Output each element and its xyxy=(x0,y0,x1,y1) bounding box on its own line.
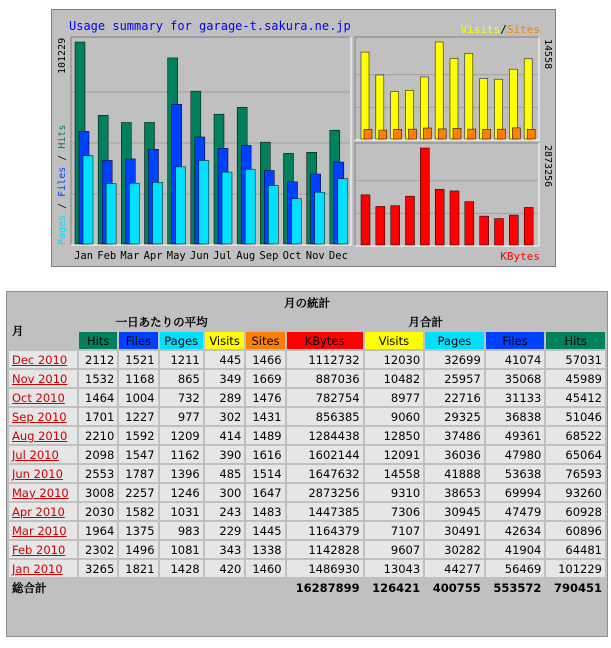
table-row xyxy=(9,408,605,425)
value-cell: 3008 xyxy=(79,484,117,501)
monthly-stats-table xyxy=(7,292,607,598)
sites-bar xyxy=(483,129,491,139)
value-cell: 1532 xyxy=(79,370,117,387)
month-link[interactable]: Mar 2010 xyxy=(12,523,67,538)
table-row xyxy=(9,465,605,482)
value-cell: 1647632 xyxy=(287,465,363,482)
value-cell: 51046 xyxy=(546,408,605,425)
month-cell xyxy=(9,522,77,539)
value-cell: 69994 xyxy=(486,484,545,501)
value-cell: 1602144 xyxy=(287,446,363,463)
value-cell: 1787 xyxy=(119,465,157,482)
value-cell: 45989 xyxy=(546,370,605,387)
table-row xyxy=(9,503,605,520)
left-axis-label-hits: Hits xyxy=(57,124,68,149)
value-cell: 1375 xyxy=(119,522,157,539)
kbytes-bar xyxy=(465,202,474,245)
value-cell: 12091 xyxy=(365,446,424,463)
month-tick-label: Oct xyxy=(282,250,302,262)
value-cell: 1338 xyxy=(246,541,284,558)
value-cell: 445 xyxy=(205,351,245,368)
daily-hits-header: Hits xyxy=(79,332,117,349)
month-link[interactable]: Sep 2010 xyxy=(12,409,67,424)
value-cell: 36838 xyxy=(486,408,545,425)
value-cell: 1168 xyxy=(119,370,157,387)
legend-sep: / xyxy=(500,23,507,36)
total-sites-header: Sites xyxy=(246,332,284,349)
month-cell xyxy=(9,541,77,558)
month-tick-label: Aug xyxy=(236,250,256,262)
pages-bar xyxy=(83,156,93,244)
daily-visits-header: Visits xyxy=(205,332,245,349)
total-value-cell: 126421 xyxy=(365,579,424,596)
value-cell: 44277 xyxy=(425,560,484,577)
visits-bar xyxy=(465,53,473,139)
pages-bar xyxy=(222,172,232,244)
visits-bar xyxy=(450,58,458,139)
value-cell: 45412 xyxy=(546,389,605,406)
sites-bar xyxy=(423,128,431,139)
usage-chart-svg xyxy=(51,9,556,267)
value-cell: 36036 xyxy=(425,446,484,463)
value-cell: 1466 xyxy=(246,351,284,368)
visits-sites-legend xyxy=(461,23,541,36)
pages-bar xyxy=(315,192,325,244)
value-cell: 1428 xyxy=(160,560,203,577)
total-value-cell: 553572 xyxy=(486,579,545,596)
value-cell: 25957 xyxy=(425,370,484,387)
month-tick-label: Dec xyxy=(328,250,348,262)
month-tick-label: Nov xyxy=(305,250,325,262)
table-row xyxy=(9,389,605,406)
table-row xyxy=(9,484,605,501)
value-cell: 1701 xyxy=(79,408,117,425)
sites-bar xyxy=(379,130,387,139)
value-cell: 2553 xyxy=(79,465,117,482)
total-empty-cell xyxy=(79,579,285,596)
month-link[interactable]: Jan 2010 xyxy=(12,561,63,576)
sites-bar xyxy=(394,129,402,139)
value-cell: 14558 xyxy=(365,465,424,482)
month-cell xyxy=(9,503,77,520)
total-label: 総合計 xyxy=(9,579,77,596)
left-axis-label-pages: Pages xyxy=(57,214,68,245)
value-cell: 2112 xyxy=(79,351,117,368)
sites-bar xyxy=(468,129,476,139)
value-cell: 30282 xyxy=(425,541,484,558)
value-cell: 1476 xyxy=(246,389,284,406)
pages-bar xyxy=(268,185,278,244)
visits-bar xyxy=(376,75,384,139)
month-cell xyxy=(9,427,77,444)
value-cell: 1211 xyxy=(160,351,203,368)
month-cell xyxy=(9,351,77,368)
value-cell: 101229 xyxy=(546,560,605,577)
value-cell: 2098 xyxy=(79,446,117,463)
kbytes-bar xyxy=(420,148,429,245)
table-row xyxy=(9,560,605,577)
sites-bar xyxy=(453,128,461,139)
value-cell: 343 xyxy=(205,541,245,558)
month-tick-label: Feb xyxy=(97,250,117,262)
table-row xyxy=(9,446,605,463)
month-cell xyxy=(9,408,77,425)
value-cell: 732 xyxy=(160,389,203,406)
value-cell: 47980 xyxy=(486,446,545,463)
value-cell: 1162 xyxy=(160,446,203,463)
value-cell: 41904 xyxy=(486,541,545,558)
table-row xyxy=(9,522,605,539)
pages-bar xyxy=(199,160,209,244)
table-row xyxy=(9,370,605,387)
column-header-row xyxy=(9,332,605,349)
kbytes-bar xyxy=(361,195,370,245)
legend-visits: Visits xyxy=(460,23,501,36)
month-tick-label: Jan xyxy=(74,250,94,262)
kbytes-bar xyxy=(495,219,504,245)
daily-average-header: 一日あたりの平均 xyxy=(79,313,244,330)
legend-sites: Sites xyxy=(506,23,540,36)
value-cell: 1112732 xyxy=(287,351,363,368)
value-cell: 887036 xyxy=(287,370,363,387)
value-cell: 2873256 xyxy=(287,484,363,501)
sites-bar xyxy=(409,129,417,139)
value-cell: 1447385 xyxy=(287,503,363,520)
value-cell: 56469 xyxy=(486,560,545,577)
value-cell: 1284438 xyxy=(287,427,363,444)
value-cell: 2302 xyxy=(79,541,117,558)
value-cell: 60896 xyxy=(546,522,605,539)
value-cell: 7107 xyxy=(365,522,424,539)
monthly-stats-panel xyxy=(6,291,608,637)
value-cell: 1547 xyxy=(119,446,157,463)
value-cell: 782754 xyxy=(287,389,363,406)
value-cell: 32699 xyxy=(425,351,484,368)
total-row xyxy=(9,579,605,596)
total-visits-header: Visits xyxy=(365,332,424,349)
value-cell: 1142828 xyxy=(287,541,363,558)
value-cell: 390 xyxy=(205,446,245,463)
value-cell: 68522 xyxy=(546,427,605,444)
left-axis-label-sep: / xyxy=(57,196,68,215)
total-kbytes-header: KBytes xyxy=(287,332,363,349)
total-value-cell: 790451 xyxy=(546,579,605,596)
value-cell: 93260 xyxy=(546,484,605,501)
value-cell: 65064 xyxy=(546,446,605,463)
value-cell: 49361 xyxy=(486,427,545,444)
monthly-total-header: 月合計 xyxy=(246,313,605,330)
value-cell: 1521 xyxy=(119,351,157,368)
month-link[interactable]: Jul 2010 xyxy=(12,447,59,462)
month-cell xyxy=(9,465,77,482)
month-cell xyxy=(9,484,77,501)
kbytes-axis-max: 2873256 xyxy=(542,145,553,188)
month-link[interactable]: Aug 2010 xyxy=(12,428,68,443)
value-cell: 35068 xyxy=(486,370,545,387)
value-cell: 2210 xyxy=(79,427,117,444)
value-cell: 41888 xyxy=(425,465,484,482)
value-cell: 8977 xyxy=(365,389,424,406)
value-cell: 1821 xyxy=(119,560,157,577)
visits-axis-max: 14558 xyxy=(542,39,553,70)
month-link[interactable]: Feb 2010 xyxy=(12,542,66,557)
value-cell: 10482 xyxy=(365,370,424,387)
left-axis-label-files: Files xyxy=(57,166,68,197)
value-cell: 2257 xyxy=(119,484,157,501)
value-cell: 1004 xyxy=(119,389,157,406)
sites-bar xyxy=(438,129,446,139)
value-cell: 977 xyxy=(160,408,203,425)
visits-bar xyxy=(435,42,443,139)
value-cell: 485 xyxy=(205,465,245,482)
value-cell: 1164379 xyxy=(287,522,363,539)
value-cell: 1489 xyxy=(246,427,284,444)
value-cell: 3265 xyxy=(79,560,117,577)
total-hits-header: Hits xyxy=(546,332,605,349)
value-cell: 47479 xyxy=(486,503,545,520)
table-title: 月の統計 xyxy=(9,294,605,311)
value-cell: 1460 xyxy=(246,560,284,577)
value-cell: 31133 xyxy=(486,389,545,406)
pages-bar xyxy=(245,169,255,244)
value-cell: 1592 xyxy=(119,427,157,444)
month-cell xyxy=(9,560,77,577)
value-cell: 1246 xyxy=(160,484,203,501)
month-cell xyxy=(9,389,77,406)
kbytes-bar xyxy=(450,191,459,245)
chart-title: Usage summary for garage-t.sakura.ne.jp xyxy=(69,19,351,33)
value-cell: 865 xyxy=(160,370,203,387)
value-cell: 1647 xyxy=(246,484,284,501)
visits-bar xyxy=(524,59,532,139)
value-cell: 60928 xyxy=(546,503,605,520)
value-cell: 41074 xyxy=(486,351,545,368)
value-cell: 76593 xyxy=(546,465,605,482)
total-value-cell: 400755 xyxy=(425,579,484,596)
value-cell: 9310 xyxy=(365,484,424,501)
pages-bar xyxy=(106,184,116,244)
month-tick-label: Jul xyxy=(213,250,233,262)
pages-bar xyxy=(153,182,163,244)
value-cell: 229 xyxy=(205,522,245,539)
value-cell: 349 xyxy=(205,370,245,387)
value-cell: 30945 xyxy=(425,503,484,520)
month-link[interactable]: Dec 2010 xyxy=(12,352,68,367)
value-cell: 38653 xyxy=(425,484,484,501)
value-cell: 22716 xyxy=(425,389,484,406)
kbytes-bar xyxy=(480,216,489,245)
month-link[interactable]: Oct 2010 xyxy=(12,390,65,405)
value-cell: 57031 xyxy=(546,351,605,368)
value-cell: 1582 xyxy=(119,503,157,520)
month-tick-label: May xyxy=(166,250,186,262)
sites-bar xyxy=(364,129,372,139)
left-axis-label-sep: / xyxy=(57,148,68,167)
sites-bar xyxy=(498,129,506,139)
total-pages-header: Pages xyxy=(425,332,484,349)
value-cell: 300 xyxy=(205,484,245,501)
left-axis-label xyxy=(57,125,68,245)
kbytes-bar xyxy=(376,206,385,245)
value-cell: 7306 xyxy=(365,503,424,520)
month-link[interactable]: Apr 2010 xyxy=(12,504,65,519)
pages-bar xyxy=(176,167,186,244)
value-cell: 53638 xyxy=(486,465,545,482)
pages-bar xyxy=(338,179,348,244)
value-cell: 1464 xyxy=(79,389,117,406)
value-cell: 12030 xyxy=(365,351,424,368)
value-cell: 414 xyxy=(205,427,245,444)
sites-bar xyxy=(527,129,535,139)
value-cell: 13043 xyxy=(365,560,424,577)
table-row xyxy=(9,427,605,444)
value-cell: 12850 xyxy=(365,427,424,444)
value-cell: 856385 xyxy=(287,408,363,425)
value-cell: 1669 xyxy=(246,370,284,387)
value-cell: 1483 xyxy=(246,503,284,520)
value-cell: 9607 xyxy=(365,541,424,558)
daily-pages-header: Pages xyxy=(160,332,203,349)
value-cell: 30491 xyxy=(425,522,484,539)
month-tick-label: Sep xyxy=(259,250,279,262)
value-cell: 1964 xyxy=(79,522,117,539)
table-row xyxy=(9,541,605,558)
value-cell: 42634 xyxy=(486,522,545,539)
month-tick-label: Apr xyxy=(143,250,163,262)
month-link[interactable]: Nov 2010 xyxy=(12,371,68,386)
value-cell: 302 xyxy=(205,408,245,425)
table-row xyxy=(9,351,605,368)
value-cell: 1445 xyxy=(246,522,284,539)
value-cell: 1616 xyxy=(246,446,284,463)
kbytes-legend: KBytes xyxy=(500,250,540,263)
value-cell: 1227 xyxy=(119,408,157,425)
month-link[interactable]: Jun 2010 xyxy=(12,466,63,481)
kbytes-bar xyxy=(391,206,400,245)
total-files-header: Files xyxy=(486,332,545,349)
daily-files-header: Files xyxy=(119,332,157,349)
total-value-cell: 16287899 xyxy=(287,579,363,596)
month-cell xyxy=(9,446,77,463)
value-cell: 1431 xyxy=(246,408,284,425)
pages-bar xyxy=(292,199,302,244)
value-cell: 420 xyxy=(205,560,245,577)
left-axis-max: 101229 xyxy=(57,37,68,74)
kbytes-bar xyxy=(406,196,415,245)
value-cell: 1396 xyxy=(160,465,203,482)
month-column-header: 月 xyxy=(9,313,77,349)
value-cell: 2030 xyxy=(79,503,117,520)
value-cell: 243 xyxy=(205,503,245,520)
value-cell: 29325 xyxy=(425,408,484,425)
value-cell: 64481 xyxy=(546,541,605,558)
month-tick-label: Jun xyxy=(189,250,209,262)
usage-summary-chart xyxy=(51,9,556,267)
kbytes-bar xyxy=(524,207,533,245)
value-cell: 1209 xyxy=(160,427,203,444)
value-cell: 289 xyxy=(205,389,245,406)
stats-body xyxy=(9,351,605,577)
value-cell: 9060 xyxy=(365,408,424,425)
kbytes-bar xyxy=(509,215,518,245)
value-cell: 1486930 xyxy=(287,560,363,577)
month-tick-label: Mar xyxy=(120,250,140,262)
value-cell: 37486 xyxy=(425,427,484,444)
month-link[interactable]: May 2010 xyxy=(12,485,69,500)
pages-bar xyxy=(129,183,139,244)
visits-bar xyxy=(361,52,369,139)
sites-bar xyxy=(512,128,520,139)
kbytes-bar xyxy=(435,189,444,245)
value-cell: 983 xyxy=(160,522,203,539)
value-cell: 1496 xyxy=(119,541,157,558)
month-cell xyxy=(9,370,77,387)
value-cell: 1514 xyxy=(246,465,284,482)
value-cell: 1081 xyxy=(160,541,203,558)
value-cell: 1031 xyxy=(160,503,203,520)
